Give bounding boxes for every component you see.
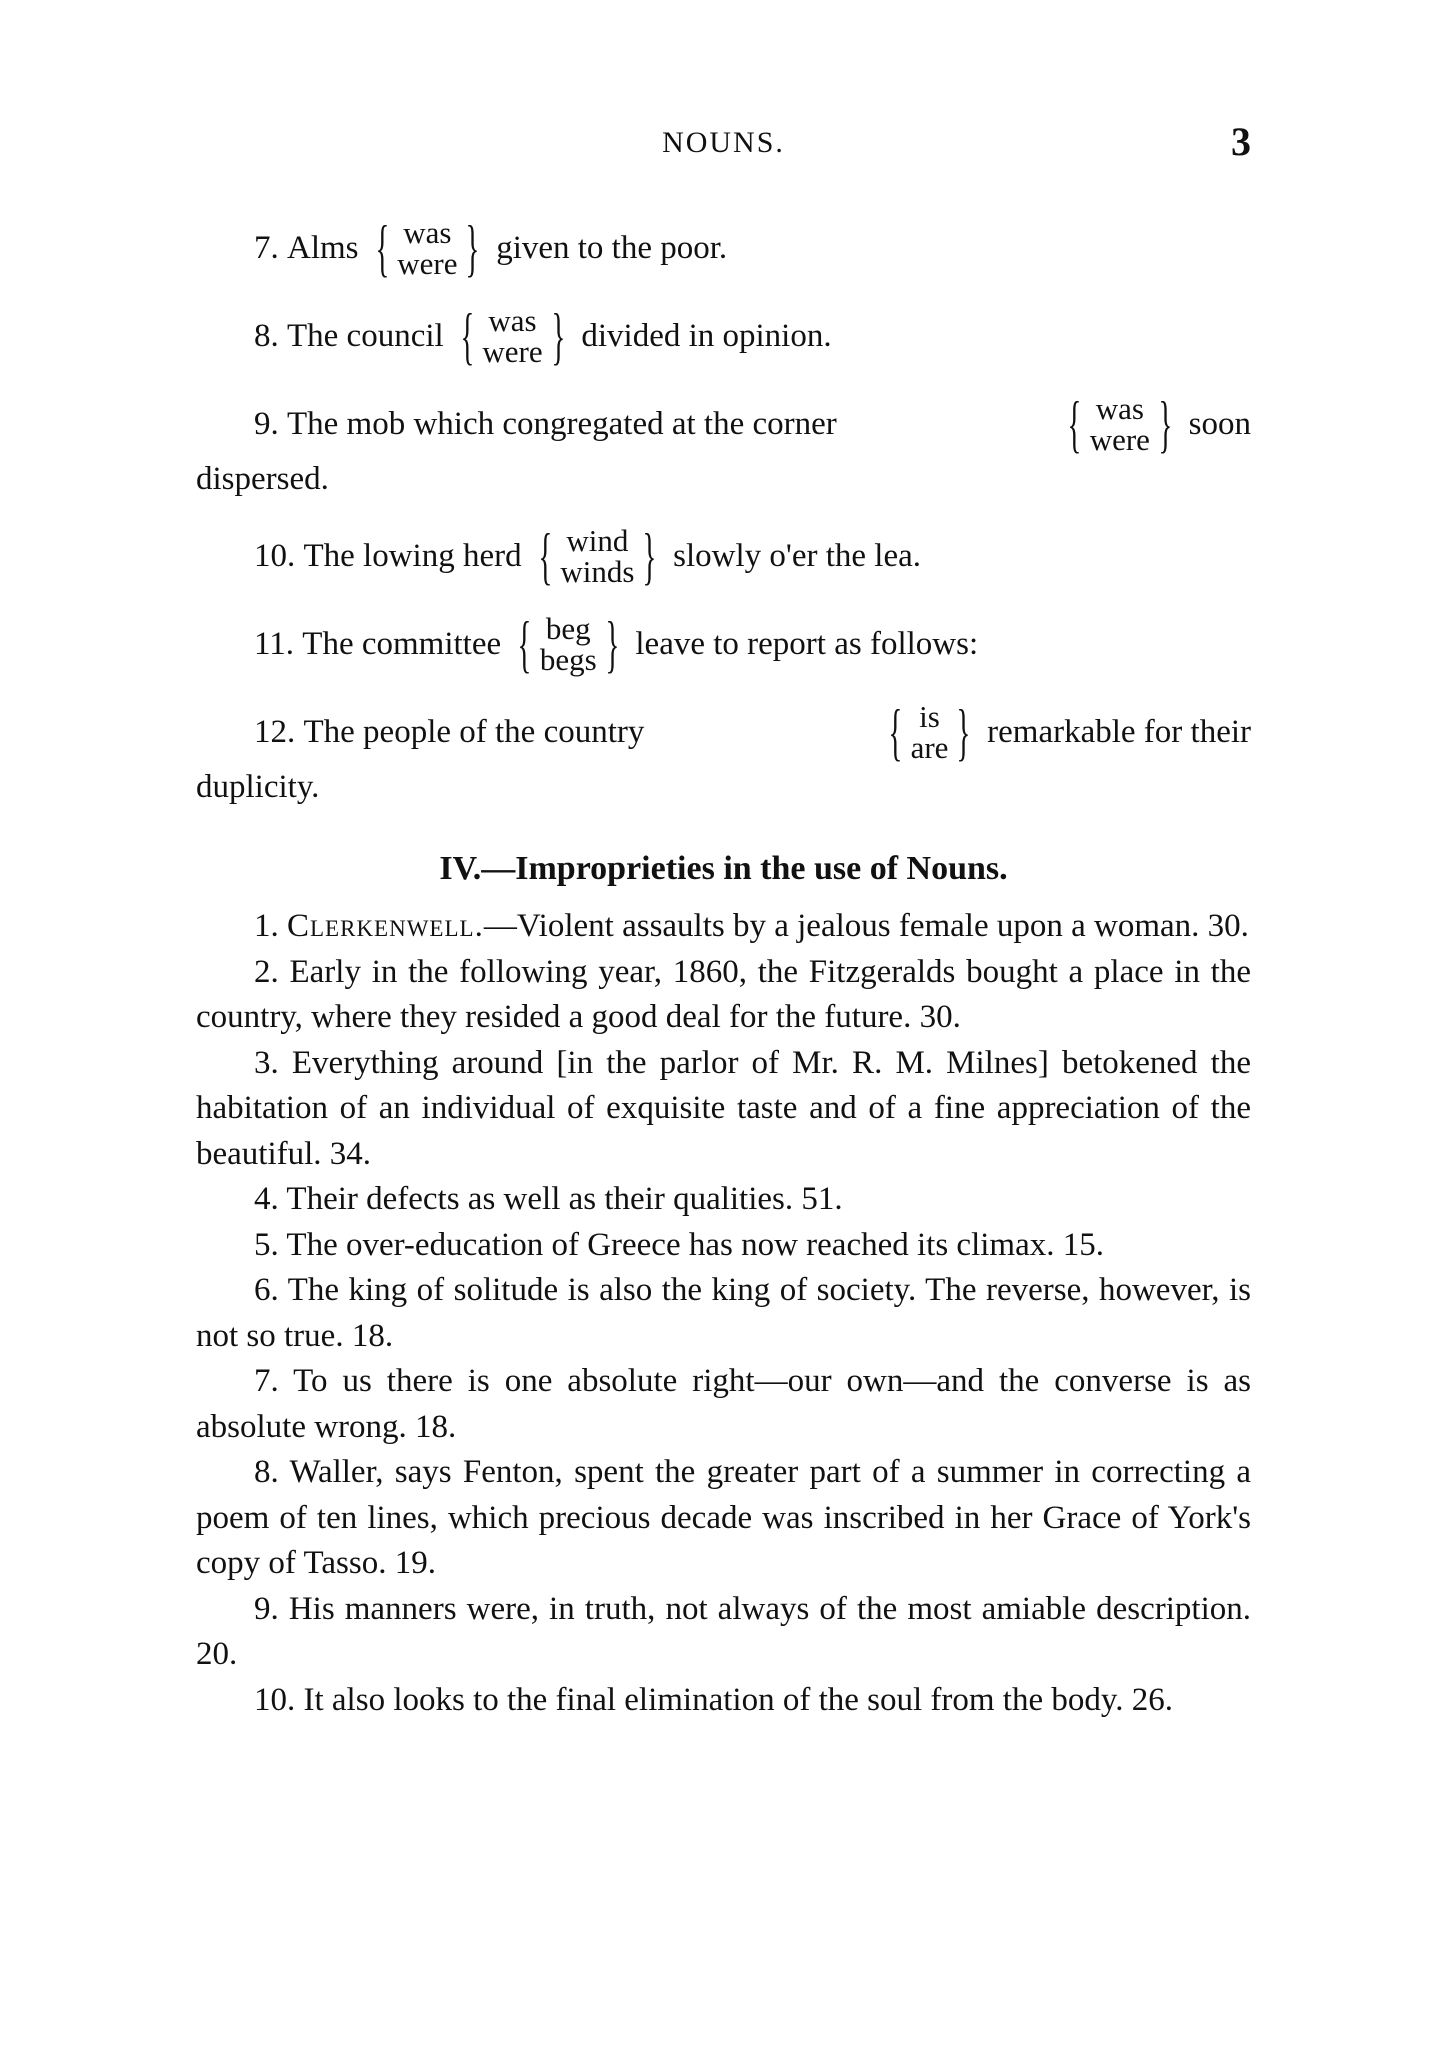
item-number: 1. [254,908,279,944]
exercise-text-before: The people of the country [303,714,645,750]
choice-option: winds [560,554,635,589]
choice-brace: { beg begs } [517,608,619,679]
list-item [196,1359,1251,1450]
item-text: The king of solitude is also the king of society. The reverse, however, is not so true. 18. [196,1272,1252,1354]
list-item [196,1587,1251,1678]
choice-option: were [482,334,543,369]
choice-option: is [919,699,940,734]
choice-option: was [488,303,537,338]
choice-option: begs [539,642,597,677]
exercise-text-before: The council [287,318,444,354]
item-text: The over-education of Greece has now reached its climax. 15. [286,1226,1104,1263]
list-item [196,1223,1251,1269]
exercise-text-after: divided in opinion. [581,318,832,354]
exercise-number: 8. [254,318,279,354]
item-text: To us there is one absolute right—our own—and the converse is as absolute wrong. 18. [196,1363,1251,1445]
list-item [196,1041,1251,1178]
choice-option: are [910,730,949,765]
item-text: It also looks to the final elimination of the soul from the body. 26. [303,1681,1173,1718]
choice-option: were [397,246,458,281]
choice-brace: { was were } [1067,388,1173,459]
list-item [196,1450,1251,1587]
exercise-number: 7. [254,230,279,266]
list-item [196,1678,1251,1724]
list-item [196,1177,1251,1223]
exercise-item [196,212,1251,283]
exercise-item [196,608,1251,679]
page-number: 3 [1231,119,1251,164]
exercise-text-before: The mob which congregated at the corner [287,406,837,442]
item-text: Everything around [in the parlor of Mr. R. M. Milnes] betokened the habitation of an individual of exquisite taste and of a fine appreciation of the beautiful. 34. [196,1044,1251,1172]
exercise-continuation: dispersed. [196,461,329,497]
item-number: 3. [254,1044,279,1081]
exercise-text-after: remarkable for their [987,714,1251,750]
exercise-text-after: slowly o'er the lea. [673,538,921,574]
item-number: 7. [254,1363,279,1399]
choice-brace: { wind winds } [538,520,657,591]
exercise-text-before: Alms [287,230,359,266]
item-number: 10. [254,1681,296,1718]
exercise-item [196,388,1251,500]
running-head: NOUNS. [662,126,785,159]
item-text: Their defects as well as their qualities. 51. [286,1181,843,1217]
exercise-item [196,520,1251,591]
list-item [196,950,1251,1041]
choice-brace: { was were } [374,212,480,283]
choice-option: was [403,215,452,250]
choice-brace: { was were } [460,300,565,371]
item-text: Early in the following year, 1860, the Fitzgeralds bought a place in the country, where they resided a good deal for the future. 30. [196,953,1252,1035]
item-number: 2. [254,953,279,990]
choice-option: wind [566,523,629,558]
exercise-item [196,300,1251,371]
page-header [196,118,1251,170]
item-number: 4. [254,1181,279,1217]
item-number: 8. [254,1454,279,1490]
choice-option: were [1089,422,1150,457]
item-lead: Clerkenwell. [287,908,484,944]
exercise-continuation: duplicity. [196,769,320,805]
exercise-text-before: The lowing herd [303,538,522,574]
choice-option: was [1095,391,1144,426]
exercise-item [196,696,1251,808]
item-number: 5. [254,1226,279,1263]
exercise-number: 12. [254,714,296,750]
list-item [196,1268,1251,1359]
item-text: —Violent assaults by a jealous female upon a woman. 30. [483,908,1249,944]
exercise-number: 11. [254,626,295,662]
exercise-text-before: The committee [302,626,502,662]
exercise-text-after: leave to report as follows: [635,626,979,662]
exercise-text-after: soon [1188,406,1251,442]
choice-brace: { is are } [888,696,971,767]
exercise-text-after: given to the poor. [496,230,728,266]
exercise-number: 9. [254,406,279,442]
item-text: Waller, says Fenton, spent the greater part of a summer in correcting a poem of ten lines, which precious decade was inscribed in her Grace of York's copy of Tasso. 19. [196,1454,1251,1581]
item-text: His manners were, in truth, not always of the most amiable description. 20. [196,1590,1251,1672]
choice-option: beg [545,611,591,646]
exercise-number: 10. [254,538,296,574]
page [196,118,1251,1723]
item-number: 6. [254,1272,279,1308]
list-item [196,904,1251,950]
item-number: 9. [254,1590,279,1627]
section-title: IV.—Improprieties in the use of Nouns. [439,850,1008,887]
